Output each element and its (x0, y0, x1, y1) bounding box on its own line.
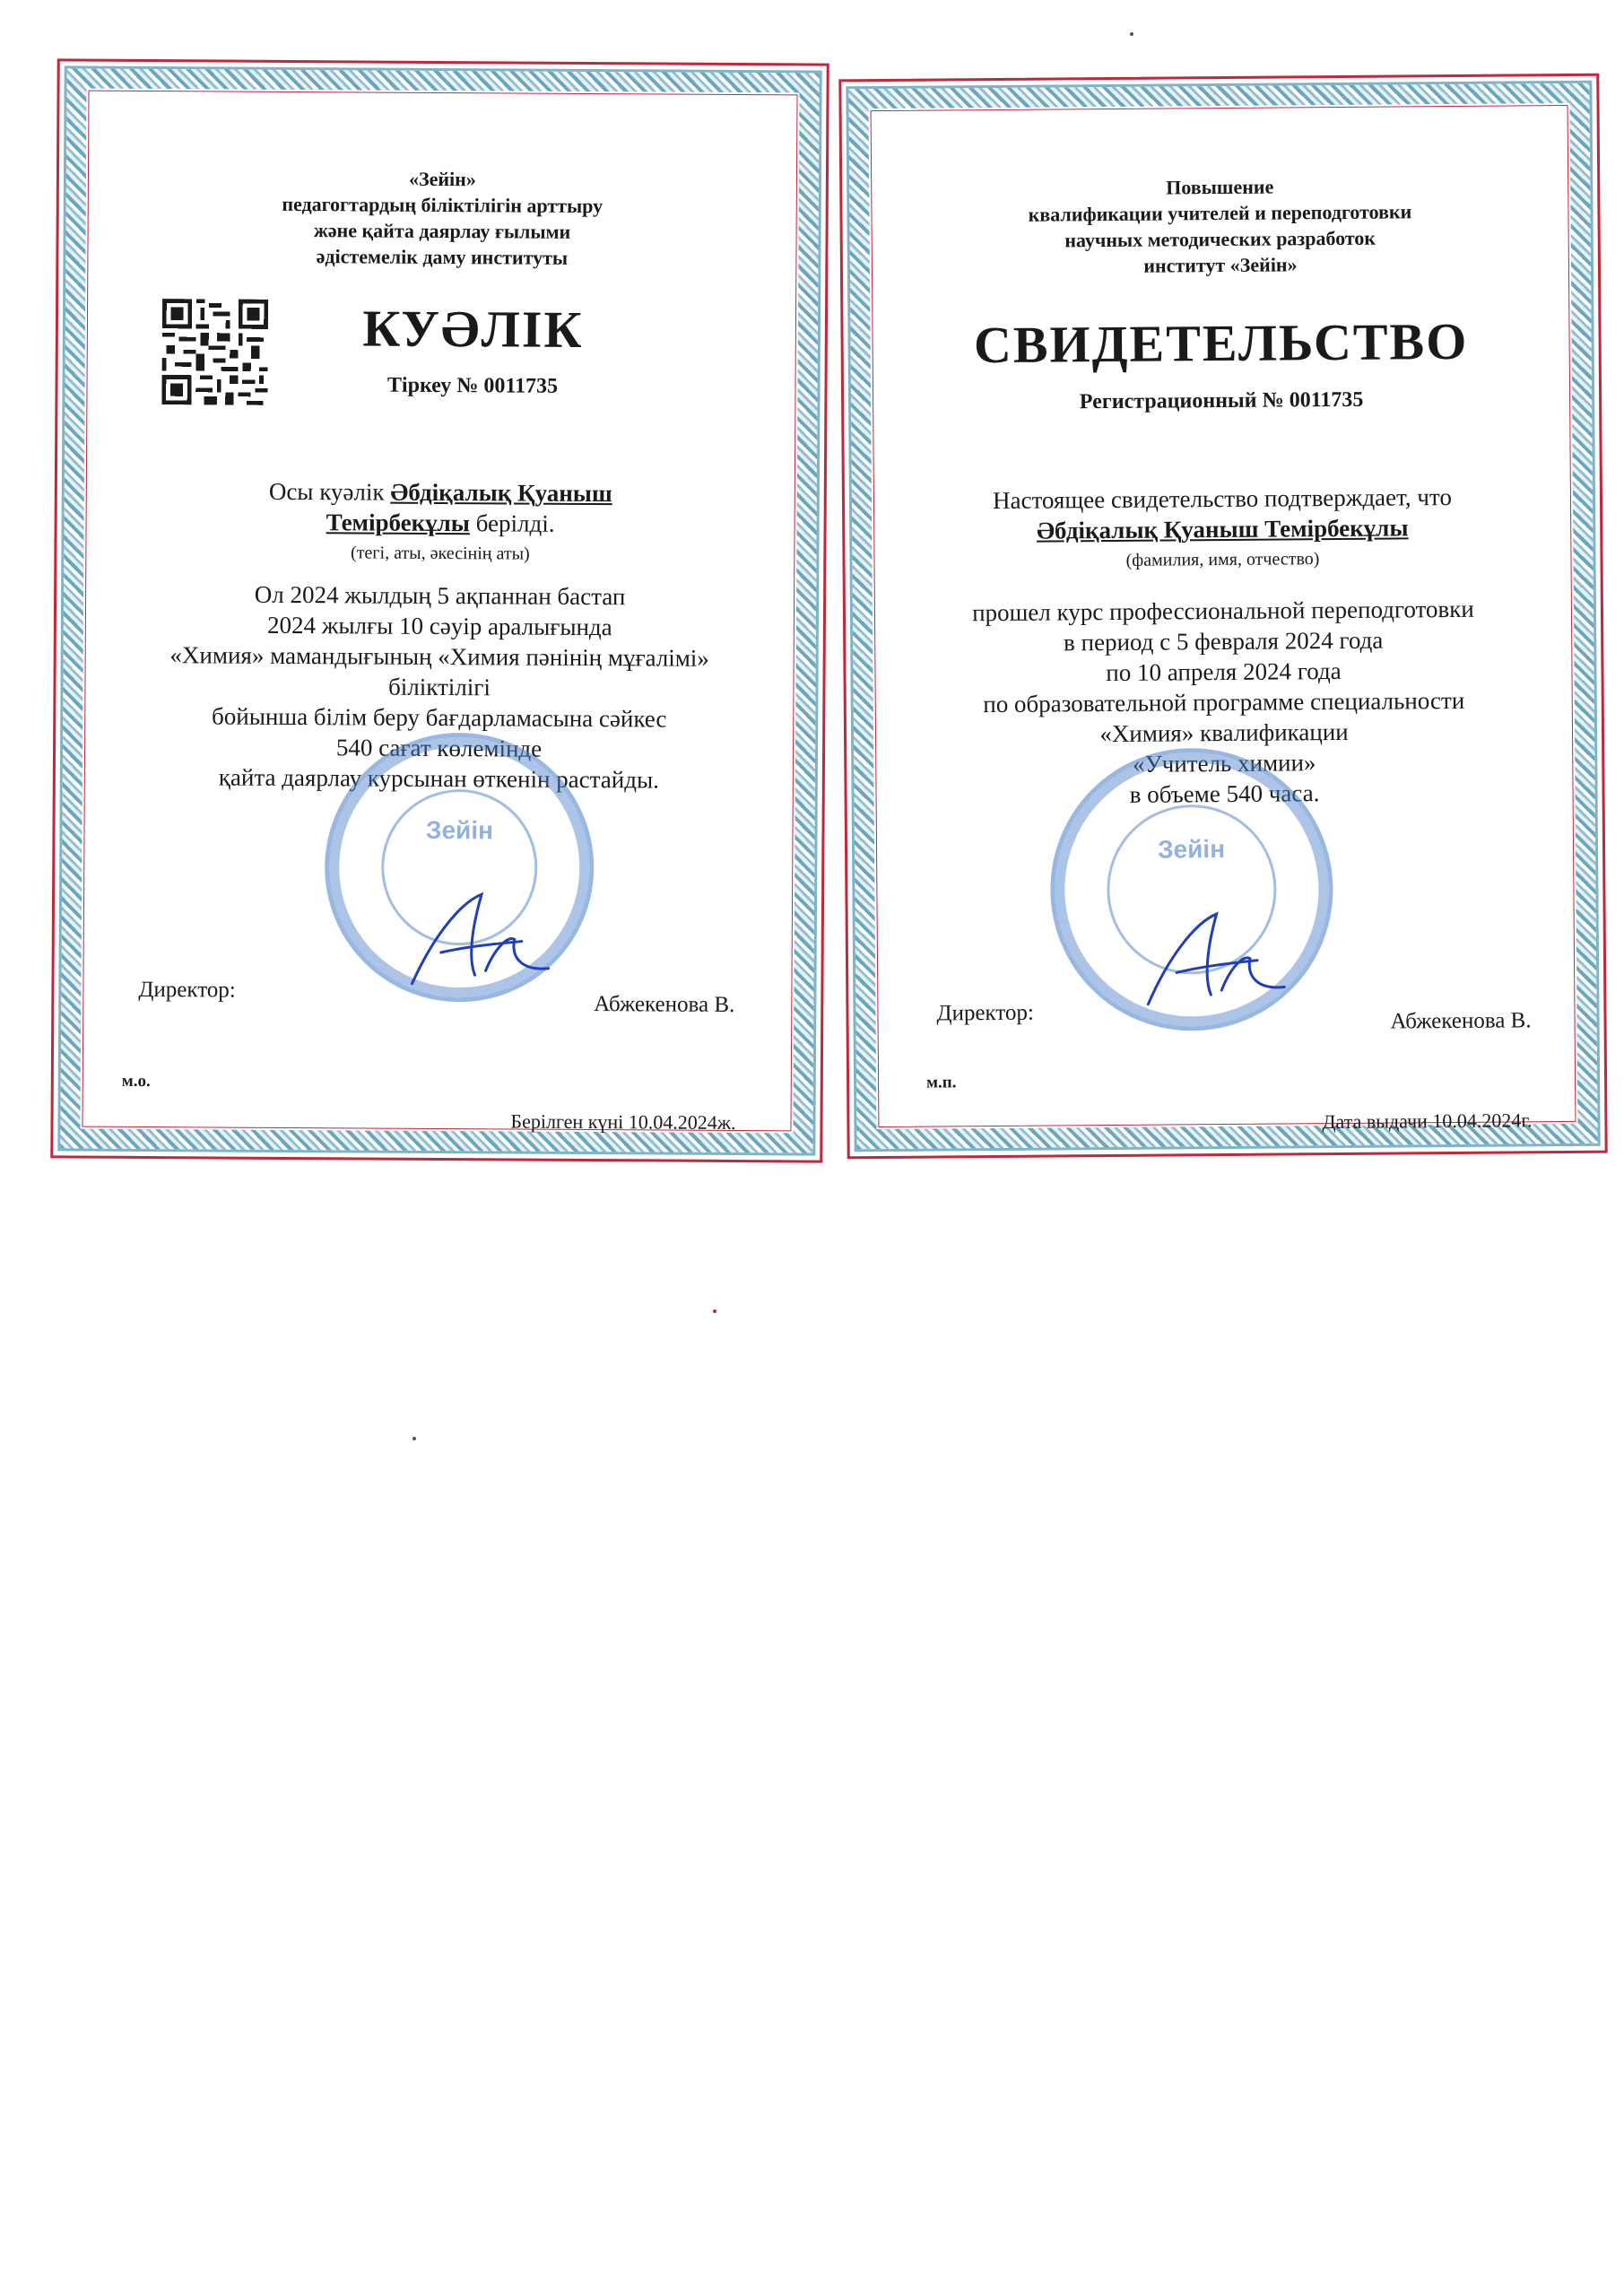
scan-speck (713, 1309, 716, 1313)
certificate-kazakh (50, 58, 829, 1162)
body-line: Ол 2024 жылдың 5 ақпаннан бастап (254, 580, 626, 611)
seal-place-label: м.п. (925, 1073, 957, 1092)
body-line: бойынша білім беру бағдарламасына сәйкес (211, 702, 667, 733)
seal-place-label: м.о. (121, 1071, 151, 1091)
scan-speck (413, 1437, 416, 1440)
body-line: в период с 5 февраля 2024 года (1063, 626, 1384, 657)
intro-text: Осы куәлік (268, 477, 385, 506)
body-line: біліктілігі (387, 673, 491, 701)
recipient-block (877, 481, 1568, 578)
institute-name (91, 164, 794, 273)
issue-date: Дата выдачи 10.04.2024г. (1322, 1109, 1533, 1134)
body-line: 540 сағат көлемінде (335, 734, 543, 762)
stamp-name: Зейін (1157, 834, 1226, 864)
issued-text: берілді. (475, 509, 555, 537)
director-signature (1132, 904, 1294, 1022)
director-name: Абжекенова В. (1390, 1008, 1532, 1034)
body-line: 2024 жылғы 10 сәуір аралығында (266, 611, 612, 641)
recipient-block (89, 475, 792, 571)
registration-number: Тіркеу № 0011735 (386, 373, 559, 398)
institute-line: квалификации учителей и переподготовки (1028, 200, 1412, 226)
name-caption: (тегі, аты, әкесінің аты) (350, 543, 530, 564)
body-line: прошел курс профессиональной переподготовки (972, 595, 1474, 627)
issue-date: Берілген күні 10.04.2024ж. (510, 1109, 736, 1135)
institute-line: және қайта даярлау ғылыми (313, 219, 571, 243)
body-line: қайта даярлау курсынан өткенін растайды. (218, 763, 659, 794)
institute-name (874, 171, 1566, 281)
director-name: Абжекенова В. (594, 992, 735, 1018)
institute-line: научных методических разработок (1064, 226, 1376, 252)
director-label: Директор: (138, 977, 236, 1003)
body-line: «Химия» квалификации (1099, 718, 1349, 748)
scan-speck (1130, 32, 1133, 36)
certificate-title: КУӘЛІК (362, 299, 584, 359)
name-caption: (фамилия, имя, отчество) (1125, 549, 1320, 570)
body-line: «Учитель химии» (1132, 749, 1316, 778)
institute-line: педагогтардың біліктілігін арттыру (282, 192, 604, 218)
certificate-title: СВИДЕТЕЛЬСТВО (973, 311, 1469, 375)
institute-line: Повышение (1166, 175, 1274, 199)
registration-number: Регистрационный № 0011735 (1079, 387, 1364, 414)
stamp-name: Зейін (425, 815, 494, 845)
body-line: по образовательной программе специальности (983, 686, 1465, 718)
institute-line: әдістемелік даму институты (316, 245, 569, 269)
recipient-name-part2: Темірбекұлы (326, 509, 471, 537)
certificate-content (874, 109, 1573, 1134)
institute-line: «Зейін» (408, 167, 476, 191)
certificate-content (86, 94, 795, 1135)
director-label: Директор: (936, 1000, 1034, 1026)
director-signature (395, 885, 558, 1003)
body-line: «Химия» мамандығының «Химия пәнінің мұғалімі» (169, 641, 709, 672)
body-line: по 10 апреля 2024 года (1106, 657, 1342, 687)
institute-line: институт «Зейін» (1143, 253, 1298, 277)
certificate-russian (838, 74, 1607, 1160)
body-line: в объеме 540 часа. (1129, 779, 1320, 808)
recipient-name: Әбдіқалық Қуаныш Темірбекұлы (1036, 514, 1409, 544)
intro-text: Настоящее свидетельство подтверждает, что (992, 483, 1452, 515)
recipient-name-part1: Әбдіқалық Қуаныш (390, 478, 612, 508)
